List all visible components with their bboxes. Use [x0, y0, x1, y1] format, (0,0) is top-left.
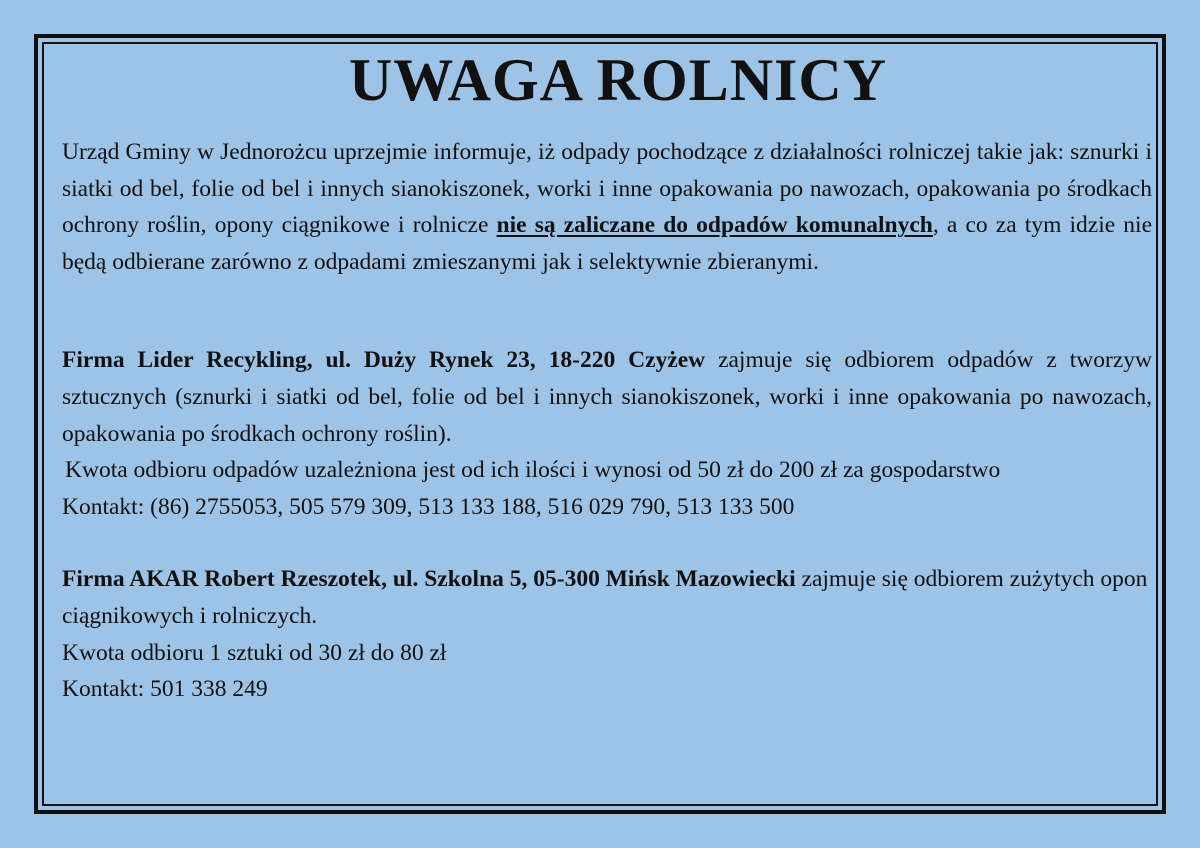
firm-lider-paragraph [62, 342, 1152, 452]
intro-paragraph [62, 134, 1152, 280]
firm-lider-description: zajmuje się odbiorem odpadów z tworzyw sztucznych (sznurki i siatki od bel, folie od bel i innych sianokiszonek, worki i inne opakowania po nawozach, opakowania po środkach ochrony roślin). [62, 347, 1152, 447]
notice-title: UWAGA ROLNICY [348, 47, 888, 113]
firm-akar-section [62, 561, 1152, 707]
firm-akar-contact: Kontakt: 501 338 249 [62, 676, 268, 703]
firm-lider-name: Firma Lider Recykling, ul. Duży Rynek 23, 18-220 Czyżew [62, 347, 706, 374]
intro-emphasis: nie są zaliczane do odpadów komunalnych [496, 212, 933, 239]
firm-akar-price: Kwota odbioru 1 sztuki od 30 zł do 80 zł [62, 639, 447, 666]
notice-content [62, 40, 1152, 708]
firm-akar-description: zajmuje się odbiorem zużytych opon ciągnikowych i rolniczych. [62, 566, 1148, 629]
firm-lider-contact: Kontakt: (86) 2755053, 505 579 309, 513 133 188, 516 029 790, 513 133 500 [62, 493, 795, 520]
firm-akar-name: Firma AKAR Robert Rzeszotek, ul. Szkolna 5, 05-300 Mińsk Mazowiecki [62, 566, 796, 593]
firm-akar-paragraph [62, 561, 1152, 634]
firm-lider-section [62, 342, 1152, 525]
intro-text: Urząd Gminy w Jednorożcu uprzejmie informuje, iż odpady pochodzące z działalności rolniczej takie jak: sznurki i siatki od bel, folie od bel i innych sianokiszonek, worki i inne opakowania po nawozach, opakowania po środkach ochrony roślin, opony ciągnikowe i rolnicze [62, 139, 1152, 239]
intro-text-end: , a co za tym idzie nie będą odbierane zarówno z odpadami zmieszanymi jak i selektywnie zbieranymi. [62, 212, 1153, 275]
firm-lider-price: Kwota odbioru odpadów uzależniona jest od ich ilości i wynosi od 50 zł do 200 zł za gospodarstwo [65, 457, 1001, 484]
